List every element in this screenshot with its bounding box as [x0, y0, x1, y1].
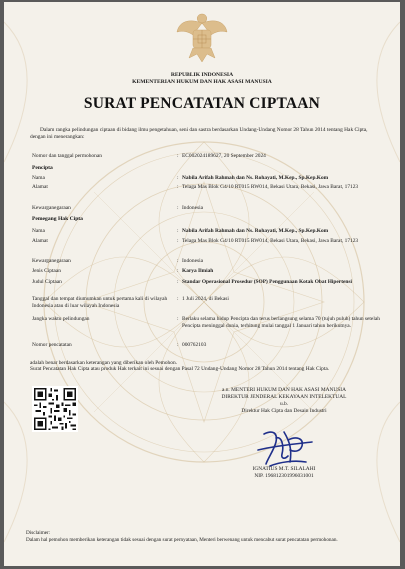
ministry-name: KEMENTERIAN HUKUM DAN HAK ASASI MANUSIA — [132, 79, 272, 85]
creator-address: Telaga Mas Blok G4/10 RT015 RW014, Bekasi Utara, Bekasi, Jawa Barat, 17123 — [182, 184, 359, 190]
qr-code-icon[interactable] — [32, 386, 78, 432]
signatory-line-4: Direktur Hak Cipta dan Desain Industri — [241, 408, 327, 414]
colon: : — [177, 316, 179, 322]
holder-section-heading: Pemegang Hak Cipta — [32, 216, 83, 222]
application-value: EC002024189627, 20 September 2024 — [182, 153, 266, 159]
creator-nationality: Indonesia — [182, 205, 203, 211]
holder-nationality: Indonesia — [182, 258, 203, 264]
colon: : — [177, 258, 179, 264]
signatory-line-3: u.b. — [279, 401, 289, 407]
holder-address-label: Alamat — [32, 238, 48, 244]
record-number-label: Nomor pencatatan — [32, 342, 72, 348]
creator-address-label: Alamat — [32, 184, 48, 190]
disclaimer-text: Dalam hal pemohon memberikan keterangan tidak sesuai dengan surat pernyataan, Menteri berwenang untuk mencabut surat pencatatan permohonan. — [26, 537, 338, 543]
holder-name: Nabila Arifah Rahmah dan Ns. Rohayati, M.Kep., Sp.Kep.Kom — [182, 228, 329, 234]
colon: : — [177, 175, 179, 181]
creator-nationality-label: Kewarganegaraan — [32, 205, 71, 211]
application-label: Nomor dan tanggal permohonan — [32, 153, 102, 159]
work-title-label: Judul Ciptaan — [32, 279, 62, 285]
garuda-emblem-icon — [175, 8, 229, 66]
protection-period-label: Jangka waktu pelindungan — [32, 316, 90, 322]
colon: : — [177, 205, 179, 211]
work-type: Karya Ilmiah — [182, 268, 214, 274]
colon: : — [177, 228, 179, 234]
colon: : — [177, 153, 179, 159]
signatory-line-2: DIREKTUR JENDERAL KEKAYAAN INTELEKTUAL — [221, 394, 347, 400]
signatory-line-1: a.n. MENTERI HUKUM DAN HAK ASASI MANUSIA — [222, 387, 346, 393]
signatory-nip: NIP. 196812301996031001 — [254, 473, 314, 479]
creator-name-label: Nama — [32, 175, 45, 181]
signature-image — [254, 420, 314, 472]
publication-date: 1 Juli 2024, di Bekasi — [182, 296, 229, 302]
colon: : — [177, 238, 179, 244]
closing-line-2: Surat Pencatatan Hak Cipta atau produk Hak terkait ini sesuai dengan Pasal 72 Undang-Undang Nomor 28 Tahun 2014 tentang Hak Cipta. — [30, 366, 330, 372]
colon: : — [177, 342, 179, 348]
holder-address: Telaga Mas Blok G4/10 RT015 RW014, Bekasi Utara, Bekasi, Jawa Barat, 17123 — [182, 238, 359, 244]
work-title: Standar Operasional Prosedur (SOP) Penggunaan Kotak Obat Hipertensi — [182, 279, 352, 285]
colon: : — [177, 268, 179, 274]
signatory-name: IGNATIUS M.T. SILALAHI — [252, 466, 316, 472]
work-type-label: Jenis Ciptaan — [32, 268, 61, 274]
holder-name-label: Nama — [32, 228, 45, 234]
publication-date-label: Tanggal dan tempat diumumkan untuk pertama kali di wilayah Indonesia atau di luar wilayah Indonesia — [32, 296, 168, 309]
holder-nationality-label: Kewarganegaraan — [32, 258, 71, 264]
colon: : — [177, 184, 179, 190]
certificate-page — [4, 2, 400, 566]
intro-text: Dalam rangka pelindungan ciptaan di bidang ilmu pengetahuan, seni dan sastra berdasarkan Undang-Undang Nomor 28 Tahun 2014 tentang Hak Cipta, dengan ini menerangkan: — [30, 127, 368, 140]
closing-line-1: adalah benar berdasarkan keterangan yang diberikan oleh Pemohon. — [30, 360, 177, 366]
colon: : — [177, 296, 179, 302]
document-title: SURAT PENCATATAN CIPTAAN — [83, 95, 321, 112]
colon: : — [177, 279, 179, 285]
record-number: 000762103 — [182, 342, 207, 348]
creator-name: Nabila Arifah Rahmah dan Ns. Rohayati, M.Kep., Sp.Kep.Kom — [182, 175, 329, 181]
country-name: REPUBLIK INDONESIA — [170, 72, 234, 78]
protection-period: Berlaku selama hidup Pencipta dan terus berlangsung selama 70 (tujuh puluh) tahun setelah Pencipta meninggal dunia, terhitung mulai tanggal 1 Januari tahun berikutnya. — [182, 316, 380, 329]
disclaimer-label: Disclaimer: — [26, 530, 51, 536]
creator-section-heading: Pencipta — [32, 165, 53, 171]
